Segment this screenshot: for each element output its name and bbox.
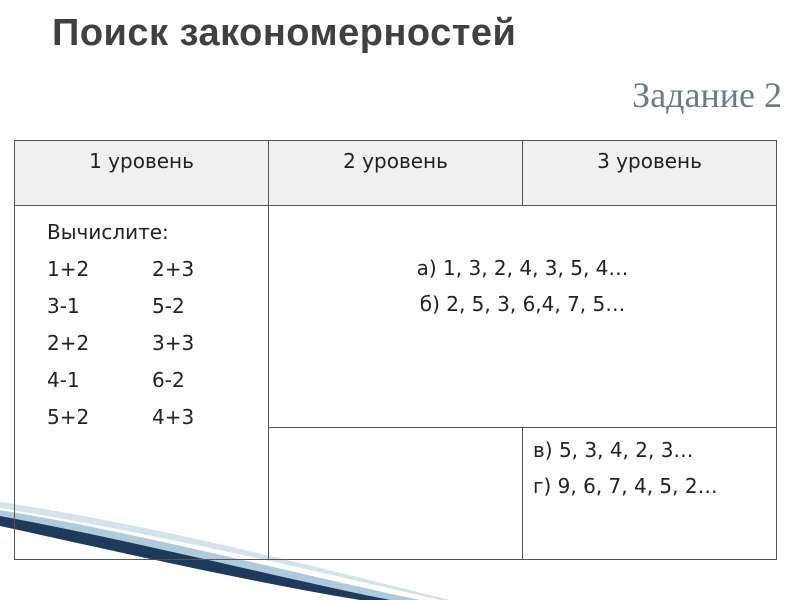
- task-label: Задание 2: [632, 75, 782, 115]
- level-1-expr-row: [47, 251, 268, 288]
- sequence-v: в) 5, 3, 4, 2, 3…: [533, 438, 694, 462]
- sequence-b: б) 2, 5, 3, 6,4, 7, 5…: [419, 292, 626, 316]
- header-level-3: 3 уровень: [523, 141, 777, 206]
- level-2-cell: [269, 206, 777, 428]
- expression: 4-1: [47, 368, 80, 392]
- expression: 1+2: [47, 257, 90, 281]
- table-header-row: [15, 141, 777, 206]
- header-level-2: 2 уровень: [269, 141, 523, 206]
- level-1-intro: Вычислите:: [47, 220, 169, 244]
- level-1-cell: [15, 206, 269, 560]
- levels-table: [14, 140, 777, 560]
- expression: 2+2: [47, 331, 90, 355]
- header-level-1: 1 уровень: [15, 141, 269, 206]
- sequence-g: г) 9, 6, 7, 4, 5, 2…: [533, 474, 718, 498]
- expression: 6-2: [152, 368, 185, 392]
- level-1-expr-row: [47, 362, 268, 399]
- expression: 3-1: [47, 294, 80, 318]
- level-1-expr-row: [47, 288, 268, 325]
- level-3-cell: [523, 428, 777, 560]
- table-row: [15, 206, 777, 428]
- level-1-expr-row: [47, 325, 268, 362]
- sequence-a: а) 1, 3, 2, 4, 3, 5, 4…: [416, 256, 629, 280]
- page-title: Поиск закономерностей: [52, 12, 517, 54]
- expression: 5+2: [47, 405, 90, 429]
- empty-cell: [269, 428, 523, 560]
- expression: 2+3: [152, 257, 195, 281]
- expression: 5-2: [152, 294, 185, 318]
- expression: 4+3: [152, 405, 195, 429]
- level-1-expr-row: [47, 399, 268, 436]
- expression: 3+3: [152, 331, 195, 355]
